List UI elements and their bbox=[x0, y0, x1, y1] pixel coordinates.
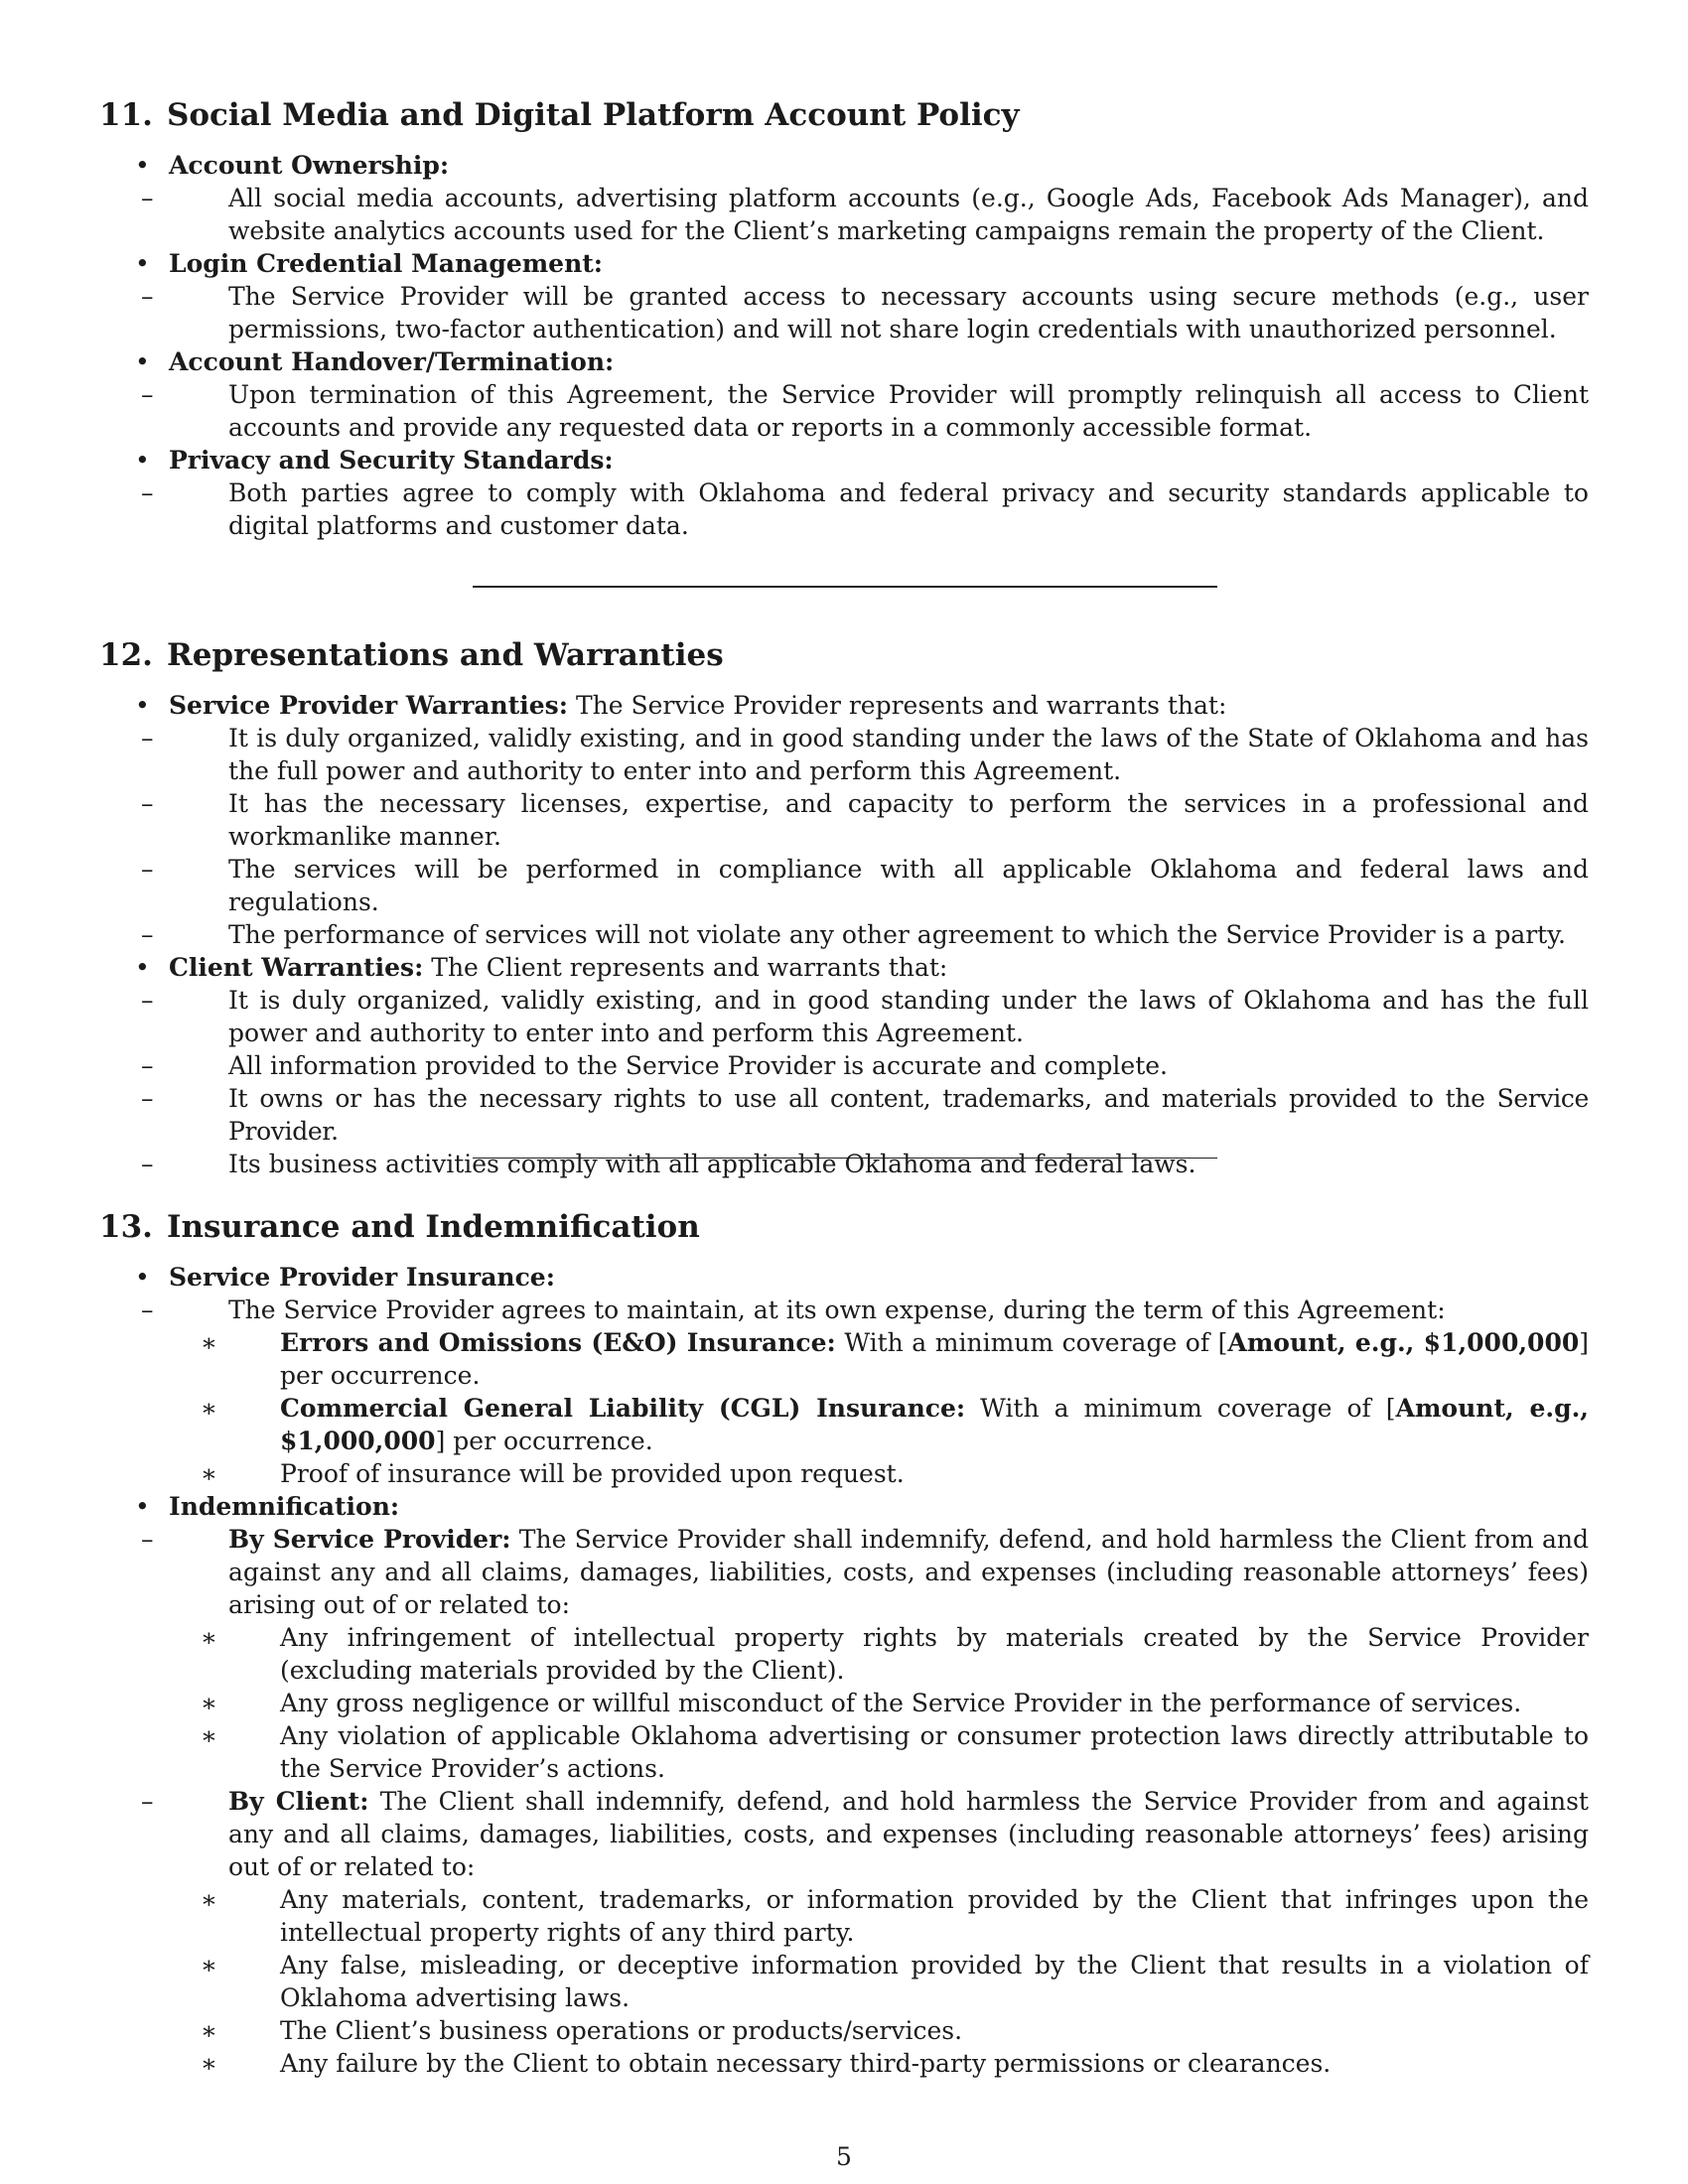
sub-sub-item: ∗ Any gross negligence or willful misconduct of the Service Provider in the performance of services. bbox=[201, 1689, 1522, 1717]
section-12 bbox=[99, 635, 1589, 1180]
item-intro: The Service Provider represents and warrants that: bbox=[575, 691, 1227, 720]
sub-item-text: All social media accounts, advertising platform accounts (e.g., Google Ads, Facebook Ads Manager), and website analytics accounts used for the Client’s marketing campaigns remain the property of the Client. bbox=[228, 184, 1589, 245]
list-item: • Account Ownership: – All social media accounts, advertising platform accounts (e.g., Google Ads, Facebook Ads Manager), and website analytics accounts used for the Client’s marketing campaigns remain the property of the Client. bbox=[135, 151, 1589, 245]
cgl-text: With a minimum coverage of [ bbox=[980, 1394, 1396, 1423]
sub-item: – The services will be performed in compliance with all applicable Oklahoma and federal laws and regulations. bbox=[141, 855, 1589, 916]
item-label: Service Provider Warranties: bbox=[169, 691, 568, 720]
section-divider bbox=[473, 1158, 1217, 1159]
item-intro: The Client represents and warrants that: bbox=[431, 953, 948, 982]
sub-item: – It owns or has the necessary rights to use all content, trademarks, and materials provided to the Service Provider. bbox=[141, 1084, 1589, 1146]
page-number: 5 bbox=[836, 2142, 852, 2171]
sub-item-text: The Service Provider agrees to maintain, at its own expense, during the term of this Agreement: bbox=[228, 1296, 1446, 1324]
sub-item-text: It owns or has the necessary rights to use all content, trademarks, and materials provided to the Service Provider. bbox=[228, 1084, 1589, 1146]
list-item: • Service Provider Warranties: The Service Provider represents and warrants that: – It is duly organized, validly existing, and in good standing under the laws of the State of Oklahoma and has the full power and authority to enter into and perform this Agreement. – It has the necessary licenses, expertise, and capacity to perform the services in a professional and workmanlike manner. – The services will be performed in compliance with all applicable Oklahoma and federal laws and regulations. – The performance of services will not violate any other agreement to which the Service Provider is a party. bbox=[135, 691, 1589, 949]
sub-item-text: Both parties agree to comply with Oklahoma and federal privacy and security standards applicable to digital platforms and customer data. bbox=[228, 478, 1589, 540]
cl-label: By Client: bbox=[228, 1787, 369, 1816]
sub-sub-item: ∗ Errors and Omissions (E&O) Insurance: With a minimum coverage of [Amount, e.g., $1,000,000] per occurrence. bbox=[201, 1328, 1589, 1390]
section-12-heading bbox=[99, 635, 1589, 675]
sub-sub-item-text: Any failure by the Client to obtain necessary third-party permissions or clearances. bbox=[280, 2049, 1332, 2078]
list-item: • Account Handover/Termination: – Upon termination of this Agreement, the Service Provider will promptly relinquish all access to Client accounts and provide any requested data or reports in a commonly accessible format. bbox=[135, 347, 1589, 442]
eo-tail: ] per occurrence. bbox=[280, 1328, 1589, 1390]
section-title: Social Media and Digital Platform Account Policy bbox=[166, 97, 1020, 133]
proof-text: Proof of insurance will be provided upon request. bbox=[280, 1459, 905, 1488]
section-11 bbox=[99, 95, 1589, 542]
list-item: • Login Credential Management: – The Service Provider will be granted access to necessary accounts using secure methods (e.g., user permissions, two-factor authentication) and will not share login credentials with unauthorized personnel. bbox=[135, 249, 1589, 343]
sub-item: – The performance of services will not violate any other agreement to which the Service Provider is a party. bbox=[141, 920, 1566, 949]
list-item: • Client Warranties: The Client represents and warrants that: – It is duly organized, validly existing, and in good standing under the laws of Oklahoma and has the full power and authority to enter into and perform this Agreement. – All information provided to the Service Provider is accurate and complete. – It owns or has the necessary rights to use all content, trademarks, and materials provided to the Service Provider. – Its business activities comply with all applicable Oklahoma and federal laws. bbox=[135, 953, 1589, 1178]
sub-sub-item: ∗ Commercial General Liability (CGL) Insurance: With a minimum coverage of [Amount, e.g., $1,000,000] per occurrence. bbox=[201, 1394, 1589, 1455]
list-item: • Indemnification: – By Service Provider: The Service Provider shall indemnify, defend, and hold harmless the Client from and against any and all claims, damages, liabilities, costs, and expenses (including reasonable attorneys’ fees) arising out of or related to: ∗ Any infringement of intellectual property rights by materials created by the Service Provider (excluding materials provided by the Client). ∗ Any gross negligence or willful misconduct of the Service Provider in the performance of services. ∗ Any violation of applicable Oklahoma advertising or consumer protection laws directly attributable to the Service Provider’s actions. – By Client: The Client shall indemnify, defend, and hold harmless the Service Provider from and against any and all claims, damages, liabilities, costs, and expenses (including reasonable attorneys’ fees) arising out of or related to: ∗ Any materials, content, trademarks, or information provided by the Client that infringes upon the intellectual property rights of any third party. ∗ Any false, misleading, or deceptive information provided by the Client that results in a violation of Oklahoma advertising laws. ∗ The Client’s business operations or products/services. ∗ Any failure by the Client to obtain necessary third-party permissions or clearances. bbox=[135, 1492, 1589, 2078]
sub-item: – The Service Provider agrees to maintain, at its own expense, during the term of this Agreement: ∗ Errors and Omissions (E&O) Insurance: With a minimum coverage of [Amount, e.g., $1,000,000] per occurrence. ∗ Commercial General Liability (CGL) Insurance: With a minimum coverage of [Amount, e.g., $1,000,000] per occurrence. ∗ Proof of insurance will be provided upon request. bbox=[141, 1296, 1589, 1488]
sub-item-text: The Service Provider will be granted access to necessary accounts using secure methods (e.g., user permissions, two-factor authentication) and will not share login credentials with unauthorized personnel. bbox=[228, 282, 1589, 343]
eo-label: Errors and Omissions (E&O) Insurance: bbox=[280, 1328, 836, 1357]
item-label: Indemnification: bbox=[169, 1492, 400, 1521]
section-13-heading bbox=[99, 1207, 1589, 1247]
sub-item: – By Client: The Client shall indemnify, defend, and hold harmless the Service Provider from and against any and all claims, damages, liabilities, costs, and expenses (including reasonable attorneys’ fees) arising out of or related to: ∗ Any materials, content, trademarks, or information provided by the Client that infringes upon the intellectual property rights of any third party. ∗ Any false, misleading, or deceptive information provided by the Client that results in a violation of Oklahoma advertising laws. ∗ The Client’s business operations or products/services. ∗ Any failure by the Client to obtain necessary third-party permissions or clearances. bbox=[141, 1787, 1589, 2078]
sub-sub-item-text: Any violation of applicable Oklahoma advertising or consumer protection laws directly attributable to the Service Provider’s actions. bbox=[280, 1721, 1589, 1783]
sub-item-text: All information provided to the Service Provider is accurate and complete. bbox=[228, 1051, 1168, 1080]
sub-item-text: The performance of services will not violate any other agreement to which the Service Provider is a party. bbox=[228, 920, 1566, 949]
sub-item-text: It is duly organized, validly existing, and in good standing under the laws of Oklahoma and has the full power and authority to enter into and perform this Agreement. bbox=[228, 986, 1589, 1047]
sub-sub-item-text: The Client’s business operations or products/services. bbox=[280, 2016, 963, 2045]
cgl-tail: ] per occurrence. bbox=[435, 1427, 653, 1455]
sub-item: – By Service Provider: The Service Provider shall indemnify, defend, and hold harmless the Client from and against any and all claims, damages, liabilities, costs, and expenses (including reasonable attorneys’ fees) arising out of or related to: ∗ Any infringement of intellectual property rights by materials created by the Service Provider (excluding materials provided by the Client). ∗ Any gross negligence or willful misconduct of the Service Provider in the performance of services. ∗ Any violation of applicable Oklahoma advertising or consumer protection laws directly attributable to the Service Provider’s actions. bbox=[141, 1525, 1589, 1783]
sub-item: – The Service Provider will be granted access to necessary accounts using secure methods (e.g., user permissions, two-factor authentication) and will not share login credentials with unauthorized personnel. bbox=[141, 282, 1589, 343]
sub-item-text: Its business activities comply with all applicable Oklahoma and federal laws. bbox=[228, 1150, 1196, 1178]
eo-text: With a minimum coverage of [ bbox=[844, 1328, 1228, 1357]
sp-label: By Service Provider: bbox=[228, 1525, 511, 1554]
sub-item-text: The services will be performed in compliance with all applicable Oklahoma and federal laws and regulations. bbox=[228, 855, 1589, 916]
item-label: Client Warranties: bbox=[169, 953, 424, 982]
sp-text: The Service Provider shall indemnify, defend, and hold harmless the Client from and against any and all claims, damages, liabilities, costs, and expenses (including reasonable attorneys’ fees) arising out of or related to: bbox=[228, 1525, 1589, 1619]
sub-sub-item: ∗ Any infringement of intellectual property rights by materials created by the Service Provider (excluding materials provided by the Client). bbox=[201, 1623, 1589, 1685]
sub-sub-item: ∗ Any failure by the Client to obtain necessary third-party permissions or clearances. bbox=[201, 2049, 1332, 2078]
sub-sub-item-text: Any infringement of intellectual property rights by materials created by the Service Provider (excluding materials provided by the Client). bbox=[280, 1623, 1589, 1685]
cgl-amount: Amount, e.g., $1,000,000 bbox=[280, 1394, 1589, 1455]
cl-text: The Client shall indemnify, defend, and hold harmless the Service Provider from and against any and all claims, damages, liabilities, costs, and expenses (including reasonable attorneys’ fees) arising out of or related to: bbox=[228, 1787, 1589, 1881]
sub-item: – It is duly organized, validly existing, and in good standing under the laws of Oklahoma and has the full power and authority to enter into and perform this Agreement. bbox=[141, 986, 1589, 1047]
cgl-label: Commercial General Liability (CGL) Insurance: bbox=[280, 1394, 966, 1423]
list-item: • Privacy and Security Standards: – Both parties agree to comply with Oklahoma and federal privacy and security standards applicable to digital platforms and customer data. bbox=[135, 446, 1589, 540]
sub-item: – All social media accounts, advertising platform accounts (e.g., Google Ads, Facebook Ads Manager), and website analytics accounts used for the Client’s marketing campaigns remain the property of the Client. bbox=[141, 184, 1589, 245]
sub-item-text: It is duly organized, validly existing, and in good standing under the laws of the State of Oklahoma and has the full power and authority to enter into and perform this Agreement. bbox=[228, 724, 1589, 785]
sub-sub-item: ∗ The Client’s business operations or products/services. bbox=[201, 2016, 963, 2045]
section-title: Representations and Warranties bbox=[166, 637, 724, 673]
sub-item: – It is duly organized, validly existing, and in good standing under the laws of the State of Oklahoma and has the full power and authority to enter into and perform this Agreement. bbox=[141, 724, 1589, 785]
sub-sub-item: ∗ Any materials, content, trademarks, or information provided by the Client that infringes upon the intellectual property rights of any third party. bbox=[201, 1885, 1589, 1947]
section-number: 13. bbox=[99, 1209, 153, 1245]
list-item: • Service Provider Insurance: – The Service Provider agrees to maintain, at its own expense, during the term of this Agreement: ∗ Errors and Omissions (E&O) Insurance: With a minimum coverage of [Amount, e.g., $1,000,000] per occurrence. ∗ Commercial General Liability (CGL) Insurance: With a minimum coverage of [Amount, e.g., $1,000,000] per occurrence. ∗ Proof of insurance will be provided upon request. bbox=[135, 1263, 1589, 1488]
section-number: 12. bbox=[99, 637, 153, 673]
section-13 bbox=[99, 1207, 1589, 2080]
item-label: Account Handover/Termination: bbox=[169, 347, 615, 376]
item-label: Privacy and Security Standards: bbox=[169, 446, 614, 475]
sub-item: – All information provided to the Service Provider is accurate and complete. bbox=[141, 1051, 1168, 1080]
section-title: Insurance and Indemnification bbox=[166, 1209, 700, 1245]
eo-amount: Amount, e.g., $1,000,000 bbox=[1227, 1328, 1580, 1357]
sub-sub-item-text: Any materials, content, trademarks, or information provided by the Client that infringes upon the intellectual property rights of any third party. bbox=[280, 1885, 1589, 1947]
sub-sub-item-text: Any gross negligence or willful misconduct of the Service Provider in the performance of services. bbox=[280, 1689, 1522, 1717]
sub-item-text: Upon termination of this Agreement, the Service Provider will promptly relinquish all access to Client accounts and provide any requested data or reports in a commonly accessible format. bbox=[228, 380, 1589, 442]
sub-item: – Both parties agree to comply with Oklahoma and federal privacy and security standards applicable to digital platforms and customer data. bbox=[141, 478, 1589, 540]
sub-sub-item: ∗ Any false, misleading, or deceptive information provided by the Client that results in a violation of Oklahoma advertising laws. bbox=[201, 1951, 1589, 2012]
sub-item: – It has the necessary licenses, expertise, and capacity to perform the services in a professional and workmanlike manner. bbox=[141, 789, 1589, 851]
item-label: Account Ownership: bbox=[169, 151, 450, 180]
sub-item-text: It has the necessary licenses, expertise, and capacity to perform the services in a professional and workmanlike manner. bbox=[228, 789, 1589, 851]
section-divider bbox=[473, 586, 1217, 588]
sub-sub-item-text: Any false, misleading, or deceptive information provided by the Client that results in a violation of Oklahoma advertising laws. bbox=[280, 1951, 1589, 2012]
sub-sub-item: ∗ Proof of insurance will be provided upon request. bbox=[201, 1459, 905, 1488]
section-11-heading bbox=[99, 95, 1589, 135]
section-number: 11. bbox=[99, 97, 153, 133]
item-label: Login Credential Management: bbox=[169, 249, 604, 278]
sub-item: – Its business activities comply with all applicable Oklahoma and federal laws. bbox=[141, 1150, 1196, 1178]
sub-sub-item: ∗ Any violation of applicable Oklahoma advertising or consumer protection laws directly attributable to the Service Provider’s actions. bbox=[201, 1721, 1589, 1783]
item-label: Service Provider Insurance: bbox=[169, 1263, 555, 1292]
sub-item: – Upon termination of this Agreement, the Service Provider will promptly relinquish all access to Client accounts and provide any requested data or reports in a commonly accessible format. bbox=[141, 380, 1589, 442]
